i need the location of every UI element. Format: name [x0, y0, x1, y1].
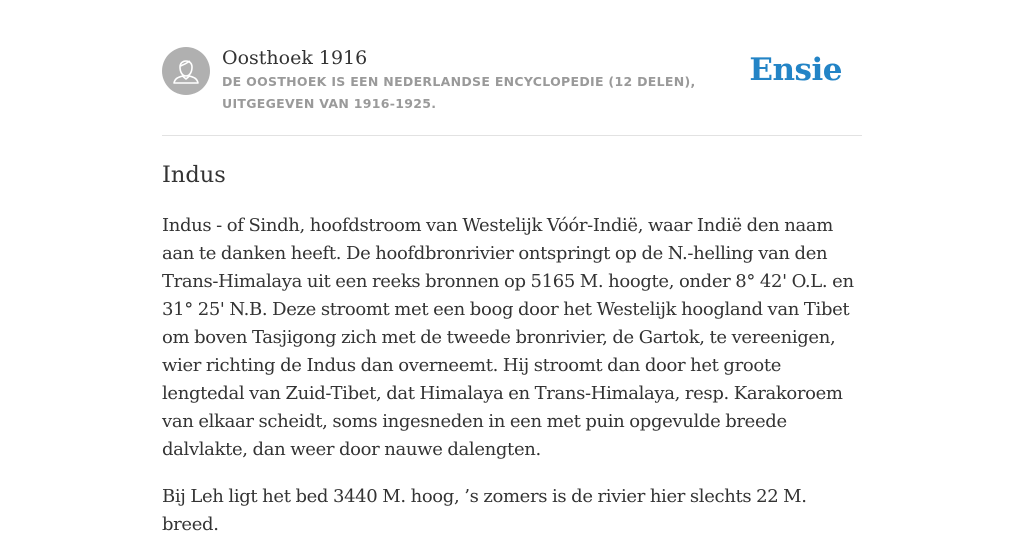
article-paragraph: Indus - of Sindh, hoofdstroom van Westelijk Vóór-Indië, waar Indië den naam aan te danken heeft. De hoofdbronrivier ontspringt op de N.-helling van den Trans-Himalaya uit een reeks bronnen op 5165 M. hoogte, onder 8° 42' O.L. en 31° 25' N.B. Deze stroomt met een boog door het Westelijk hoogland van Tibet om boven Tasjigong zich met de tweede bronrivier, de Gartok, te vereenigen, wier richting de Indus dan overneemt. Hij stroomt dan door het groote lengtedal van Zuid-Tibet, dat Himalaya en Trans-Himalaya, resp. Karakoroem van elkaar scheidt, soms ingesneden in een met puin opgevulde breede dalvlakte, dan weer door nauwe dalengten. — [162, 215, 854, 460]
article-title: Indus — [162, 162, 226, 188]
ensie-logo[interactable]: Ensie — [749, 52, 842, 88]
article-body — [162, 212, 862, 558]
source-description: DE OOSTHOEK IS EEN NEDERLANDSE ENCYCLOPEDIE (12 DELEN), UITGEGEVEN VAN 1916-1925. — [222, 74, 696, 111]
user-silhouette-icon[interactable] — [162, 47, 210, 95]
source-header — [162, 44, 862, 136]
source-title[interactable]: Oosthoek 1916 — [222, 47, 368, 69]
article-paragraph: Bij Leh ligt het bed 3440 M. hoog, ’s zomers is de rivier hier slechts 22 M. breed. — [162, 486, 807, 535]
